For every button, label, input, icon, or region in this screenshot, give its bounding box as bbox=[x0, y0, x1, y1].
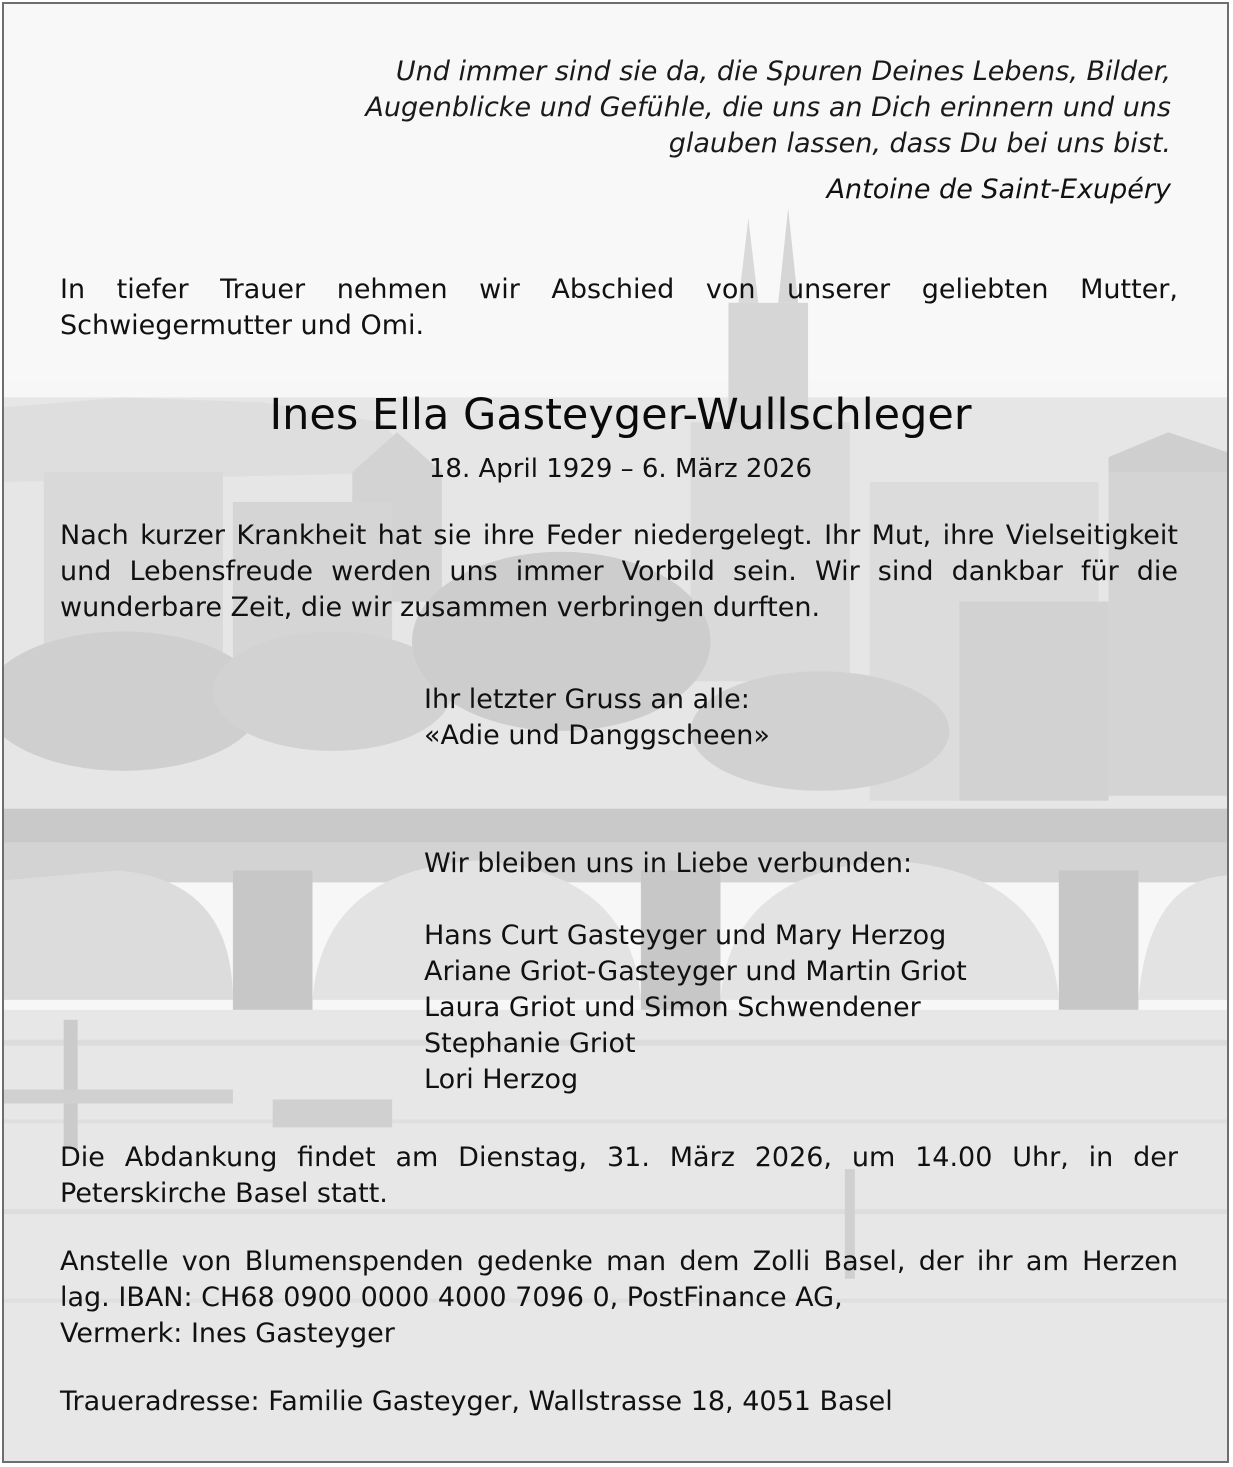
quote-line: Und immer sind sie da, die Spuren Deines Lebens, Bilder, bbox=[395, 56, 1171, 87]
greeting-line: Ihr letzter Gruss an alle: bbox=[424, 684, 750, 715]
life-dates: 18. April 1929 – 6. März 2026 bbox=[428, 454, 813, 484]
family-member: Laura Griot und Simon Schwendener bbox=[424, 992, 921, 1023]
quote-author: Antoine de Saint-Exupéry bbox=[826, 174, 1171, 205]
mourning-address: Traueradresse: Familie Gasteyger, Wallstrasse 18, 4051 Basel bbox=[60, 1386, 893, 1417]
quote-line: glauben lassen, dass Du bei uns bist. bbox=[668, 128, 1171, 159]
notice-content bbox=[4, 4, 1227, 1461]
donation-line: Anstelle von Blumenspenden gedenke man dem Zolli Basel, der ihr am Herzen bbox=[60, 1246, 1178, 1277]
deceased-name: Ines Ella Gasteyger-Wullschleger bbox=[269, 390, 972, 440]
family-heading: Wir bleiben uns in Liebe verbunden: bbox=[424, 848, 913, 879]
tribute-text: Nach kurzer Krankheit hat sie ihre Feder niedergelegt. Ihr Mut, ihre Vielseitigkeit und Lebensfreude werden uns immer Vorbild sein. Wir sind dankbar für die wunderbare Zeit, die wir zusammen verbringen durften. bbox=[60, 520, 1178, 623]
family-member: Stephanie Griot bbox=[424, 1028, 636, 1059]
donation-info bbox=[60, 1244, 1178, 1352]
obituary-notice bbox=[2, 2, 1229, 1463]
donation-line: lag. IBAN: CH68 0900 0000 4000 7096 0, PostFinance AG, bbox=[60, 1282, 843, 1313]
family-member: Hans Curt Gasteyger und Mary Herzog bbox=[424, 920, 947, 951]
family-list bbox=[424, 918, 967, 1098]
quote-line: Augenblicke und Gefühle, die uns an Dich erinnern und uns bbox=[365, 92, 1171, 123]
family-member: Lori Herzog bbox=[424, 1064, 579, 1095]
last-greeting bbox=[424, 682, 770, 754]
intro-text: In tiefer Trauer nehmen wir Abschied von unserer geliebten Mutter, Schwiegermutter und Omi. bbox=[60, 274, 1178, 341]
donation-line: Vermerk: Ines Gasteyger bbox=[60, 1318, 395, 1349]
family-member: Ariane Griot-Gasteyger und Martin Griot bbox=[424, 956, 967, 987]
service-info: Die Abdankung findet am Dienstag, 31. März 2026, um 14.00 Uhr, in der Peterskirche Basel statt. bbox=[60, 1142, 1178, 1209]
greeting-line: «Adie und Danggscheen» bbox=[424, 720, 770, 751]
memorial-quote bbox=[271, 54, 1171, 162]
